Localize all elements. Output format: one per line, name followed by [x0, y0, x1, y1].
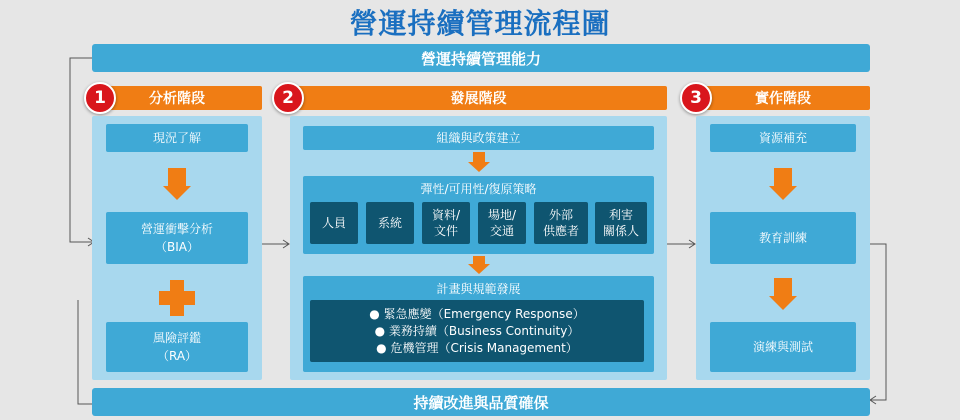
resource-label: 場地/ [487, 208, 517, 222]
top-band: 營運持續管理能力 [92, 44, 870, 72]
resource-people [310, 202, 358, 244]
plan-title: 計畫與規範發展 [436, 282, 521, 296]
box-label: 組織與政策建立 [436, 131, 521, 145]
plan-item: ● 業務持續（Business Continuity） [374, 323, 580, 338]
current-status-box [106, 124, 248, 152]
down-arrow-icon [769, 296, 797, 310]
phase-analysis-header [92, 86, 262, 110]
resource-label: 系統 [377, 216, 402, 230]
resource-system [366, 202, 414, 244]
down-arrow-shaft [774, 168, 792, 186]
plan-item: ● 危機管理（Crisis Management） [376, 340, 578, 355]
box-label: （BIA） [155, 240, 199, 254]
phase-development-header [290, 86, 667, 110]
resource-external-supplier [534, 202, 588, 244]
resource-label: 外部 [548, 208, 573, 222]
down-arrow-shaft [168, 168, 186, 186]
phase-number-badge: 1 [84, 82, 116, 114]
down-arrow-icon [163, 186, 191, 200]
plan-item: ● 緊急應變（Emergency Response） [369, 306, 585, 321]
resource-label: 供應者 [542, 224, 579, 238]
resource-label: 交通 [489, 224, 514, 238]
down-arrow-shaft [473, 152, 485, 162]
down-arrow-shaft [473, 256, 485, 264]
drill-test-box [710, 322, 856, 372]
resource-label: 關係人 [602, 224, 639, 238]
resilience-title: 彈性/可用性/復原策略 [420, 182, 537, 196]
org-policy-box [303, 126, 654, 150]
phase-label: 實作階段 [755, 91, 811, 107]
down-arrow-icon [468, 162, 490, 172]
down-arrow-icon [769, 186, 797, 200]
plus-icon [159, 291, 195, 305]
resource-label: 資料/ [431, 208, 461, 222]
resource-site-transport [478, 202, 526, 244]
box-label: （RA） [156, 349, 198, 363]
diagram-title: 營運持續管理流程圖 [349, 7, 611, 40]
resource-label: 人員 [321, 216, 346, 230]
bottom-band: 持續改進與品質確保 [92, 388, 870, 416]
phase-number-badge: 2 [272, 82, 304, 114]
resource-stakeholder [595, 202, 647, 244]
down-arrow-shaft [774, 278, 792, 296]
phase-label: 發展階段 [450, 91, 507, 107]
ra-box [106, 322, 248, 372]
plan-list-panel [310, 300, 644, 362]
phase-implementation-header [696, 86, 870, 110]
box-label: 教育訓練 [758, 231, 807, 245]
resource-data-docs [422, 202, 470, 244]
bia-box [106, 212, 248, 264]
resource-label: 文件 [433, 224, 458, 238]
down-arrow-icon [468, 264, 490, 274]
training-box [710, 212, 856, 264]
resource-supplement-box [710, 124, 856, 152]
box-label: 演練與測試 [752, 340, 813, 354]
box-label: 風險評鑑 [152, 331, 201, 345]
phase-label: 分析階段 [149, 91, 205, 107]
box-label: 營運衝擊分析 [140, 222, 213, 236]
plan-list [369, 306, 584, 357]
phase-number-badge: 3 [680, 82, 712, 114]
box-label: 現況了解 [152, 131, 201, 145]
box-label: 資源補充 [758, 131, 807, 145]
resource-label: 利害 [608, 208, 633, 222]
